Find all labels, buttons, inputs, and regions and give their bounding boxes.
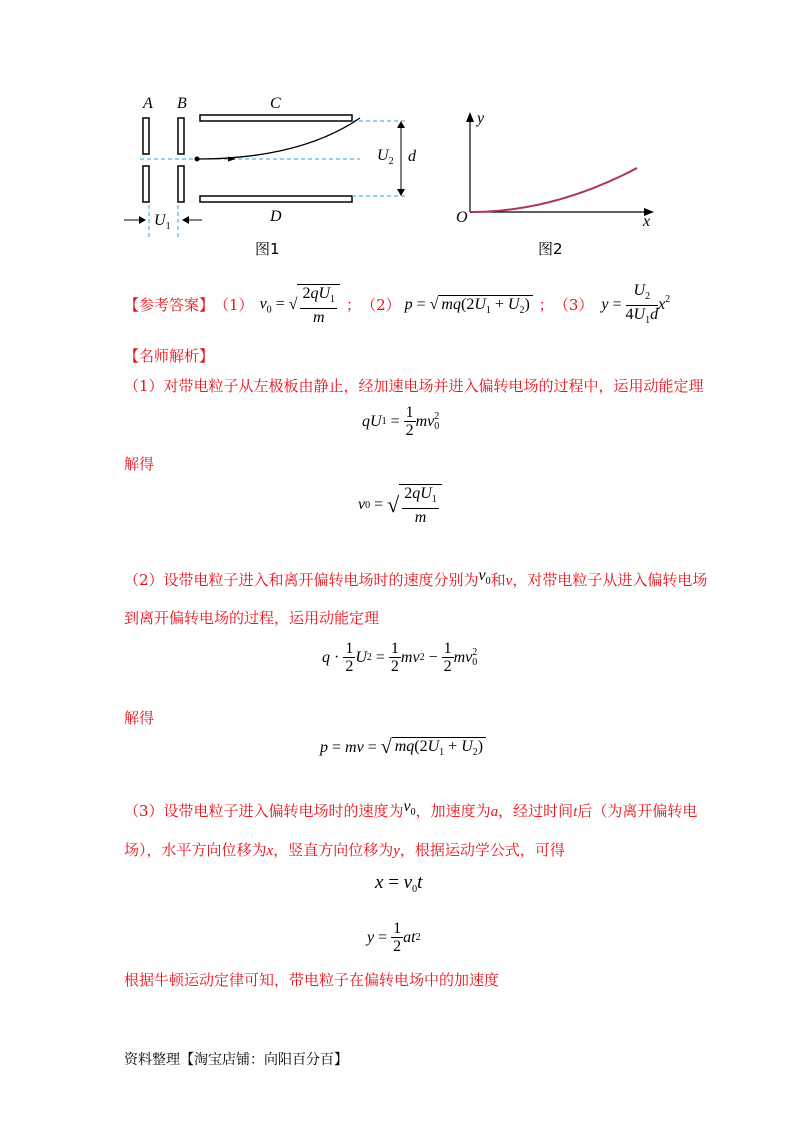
analysis-step-3-line-2: 场），水平方向位移为x，竖直方向位移为y，根据运动学公式，可得 bbox=[124, 841, 565, 859]
footer-text: 资料整理【淘宝店铺：向阳百分百】 bbox=[124, 1052, 348, 1068]
analysis-step-3: （3）设带电粒子进入偏转电场时的速度为$v_0$，加速度为a，经过时间t后（为离开偏转电 bbox=[124, 798, 698, 820]
equation-x: $x = v_0t$ bbox=[375, 872, 423, 895]
analysis-step-2: （2）设带电粒子进入和离开偏转电场时的速度分别为$v_0$和v，对带电粒子从进入偏转电场 bbox=[124, 567, 708, 589]
plate-b-lower bbox=[178, 166, 184, 202]
equation-v0: v 0 = √ $\frac{2qU_1}{m}$ bbox=[358, 484, 442, 526]
analysis-step-4: 根据牛顿运动定律可知，带电粒子在偏转电场中的加速度 bbox=[124, 971, 500, 989]
graph-y-label: y bbox=[477, 110, 485, 127]
analysis-label: 【名师解析】 bbox=[124, 347, 215, 365]
equation-kinetic-2: q · $\frac{1}{2}$ U 2 = $\frac{1}{2}$ mv 2 − $\frac{1}{2}$ mv 2 0 bbox=[322, 640, 478, 675]
plate-c bbox=[200, 115, 352, 121]
figure-2-caption: 图2 bbox=[538, 240, 563, 258]
analysis-step-1: （1）对带电粒子从左极板由静止，经加速电场并进入偏转电场的过程中，运用动能定理 bbox=[124, 377, 704, 395]
plate-b-upper bbox=[178, 118, 184, 154]
solve-label-2: 解得 bbox=[124, 709, 155, 727]
figure-2-graph bbox=[455, 108, 665, 223]
answer-formula-1: $v_0$ = √ $\frac{2qU_1}{m}$ bbox=[260, 284, 340, 326]
label-plate-a: A bbox=[143, 95, 153, 112]
answer-formula-3: y = $\frac{U_2}{4U_1d}$ $x^2$ bbox=[601, 281, 671, 326]
answer-part-2: （2） bbox=[361, 296, 401, 314]
label-plate-c: C bbox=[270, 95, 281, 112]
figure-1-caption: 图1 bbox=[255, 240, 280, 258]
answer-formula-2: p = √ $mq(2U_1 + U_2)$ bbox=[405, 295, 533, 316]
label-u1: $U_1$ bbox=[154, 212, 171, 232]
plate-a-upper bbox=[143, 118, 149, 154]
answer-part-3: （3） bbox=[553, 296, 594, 314]
answer-sep-2: ； bbox=[538, 296, 554, 314]
equation-kinetic-1: qU 1 = $\frac{1}{2}$ mv 2 0 bbox=[362, 404, 440, 439]
label-u2: $U_2$ bbox=[377, 147, 394, 167]
answer-label: 【参考答案】 bbox=[124, 296, 215, 314]
plate-a-lower bbox=[143, 166, 149, 202]
parabola-curve bbox=[470, 168, 637, 212]
graph-x-label: x bbox=[643, 213, 651, 230]
analysis-step-2-line-2: 到离开偏转电场的过程，运用动能定理 bbox=[124, 609, 380, 627]
equation-momentum: p = mv = √ $mq(2U_1 + U_2)$ bbox=[320, 736, 486, 759]
plate-d bbox=[200, 196, 352, 202]
answer-part-1: （1） bbox=[214, 296, 254, 314]
equation-y: y = $\frac{1}{2}$ at 2 bbox=[367, 920, 421, 955]
solve-label-1: 解得 bbox=[124, 455, 155, 473]
label-plate-b: B bbox=[177, 95, 187, 112]
answer-sep-1: ； bbox=[346, 296, 362, 314]
particle-trajectory bbox=[197, 118, 360, 159]
graph-origin-label: O bbox=[456, 209, 468, 226]
label-plate-d: D bbox=[270, 208, 282, 225]
answer-line bbox=[124, 275, 670, 335]
label-d: d bbox=[408, 148, 416, 165]
